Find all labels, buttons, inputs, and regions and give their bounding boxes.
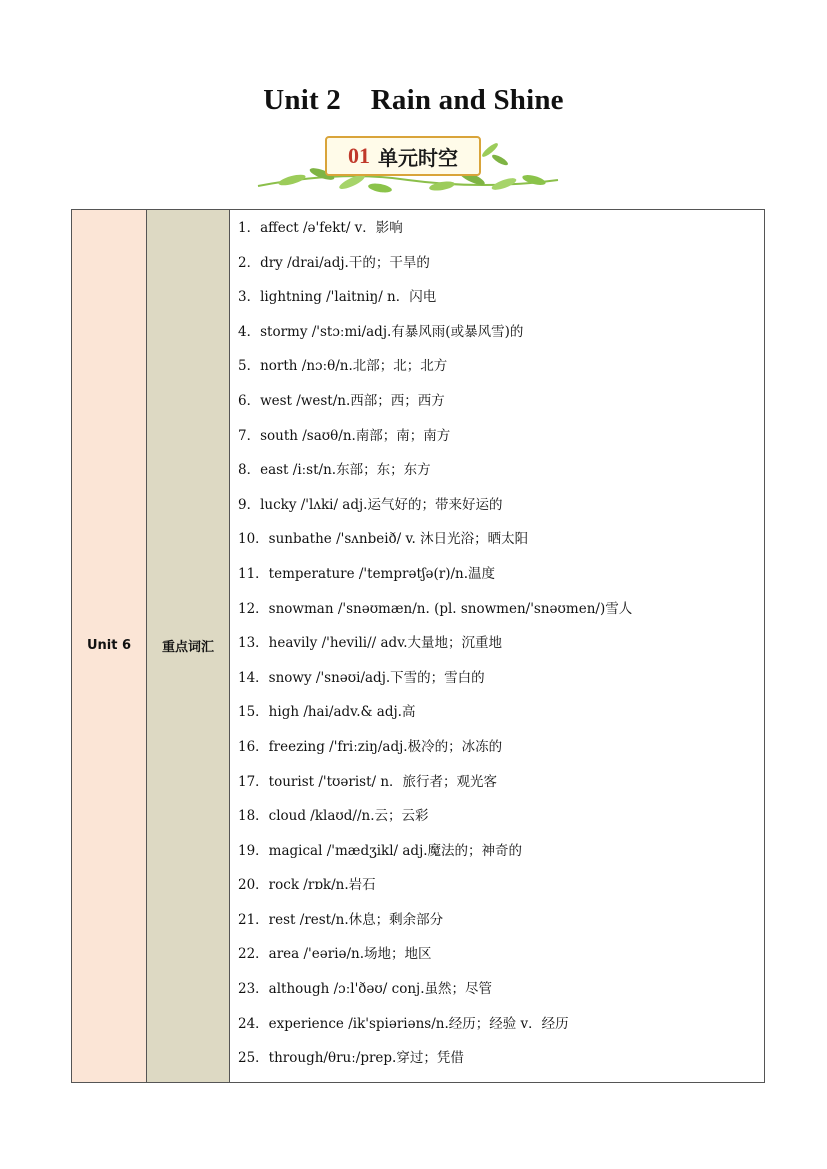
vocab-item: 4．stormy /'stɔːmi/adj.有暴风雨(或暴风雪)的 — [238, 323, 524, 340]
vocab-item: 8．east /iːst/n.东部；东；东方 — [238, 462, 431, 479]
vocab-item: 1．affect /ə'fekt/ v．影响 — [238, 220, 403, 236]
word-list-cell — [230, 210, 765, 1083]
page-title: Unit 2 Rain and Shine — [263, 84, 564, 116]
vocab-item: 16．freezing /'friːziŋ/adj.极冷的；冰冻的 — [238, 738, 503, 755]
word-list — [230, 210, 764, 1082]
section-number: 01 — [348, 143, 370, 168]
vocab-item: 23．although /ɔːl'ðəʊ/ conj.虽然；尽管 — [238, 981, 492, 998]
vocab-item: 12．snowman /'snəʊmæn/n. (pl. snowmen/'snəʊmen/)雪人 — [238, 600, 633, 617]
vocab-item: 2．dry /drai/adj.干的；干旱的 — [238, 254, 430, 271]
vocab-item: 14．snowy /'snəʊi/adj.下雪的；雪白的 — [238, 669, 485, 686]
vocab-item: 22．area /'eəriə/n.场地；地区 — [238, 946, 432, 963]
vocab-item: 11．temperature /'temprətʃə(r)/n.温度 — [238, 565, 496, 582]
vocab-item: 18．cloud /klaʊd//n.云；云彩 — [238, 808, 429, 825]
vocab-item: 24．experience /ik'spiəriəns/n.经历；经验 v．经历 — [238, 1015, 569, 1032]
vocab-item: 5．north /nɔːθ/n.北部；北；北方 — [238, 358, 448, 375]
category-cell: 重点词汇 — [147, 210, 230, 1083]
section-title: 单元时空 — [378, 145, 458, 170]
section-banner — [252, 130, 564, 198]
vocab-item: 17．tourist /'tʊərist/ n．旅行者；观光客 — [238, 773, 498, 790]
vocab-item: 6．west /west/n.西部；西；西方 — [238, 392, 445, 409]
section-label — [325, 136, 481, 176]
vocab-item: 9．lucky /'lʌki/ adj.运气好的；带来好运的 — [238, 496, 503, 513]
vocab-item: 3．lightning /'laitniŋ/ n．闪电 — [238, 289, 437, 306]
vocab-item: 15．high /hai/adv.& adj.高 — [238, 704, 416, 721]
vocab-item: 13．heavily /'hevili// adv.大量地；沉重地 — [238, 635, 503, 652]
vocab-item: 10．sunbathe /'sʌnbeið/ v. 沐日光浴；晒太阳 — [238, 531, 529, 548]
vocabulary-table — [71, 209, 765, 1083]
vocab-item: 20．rock /rɒk/n.岩石 — [238, 877, 376, 894]
vocab-item: 25．through/θruː/prep.穿过；凭借 — [238, 1050, 464, 1067]
vocab-item: 21．rest /rest/n.休息；剩余部分 — [238, 911, 444, 928]
unit-cell: Unit 6 — [72, 210, 147, 1083]
vocab-item: 7．south /saʊθ/n.南部；南；南方 — [238, 427, 451, 444]
vocab-item: 19．magical /'mædʒikl/ adj.魔法的；神奇的 — [238, 842, 523, 859]
